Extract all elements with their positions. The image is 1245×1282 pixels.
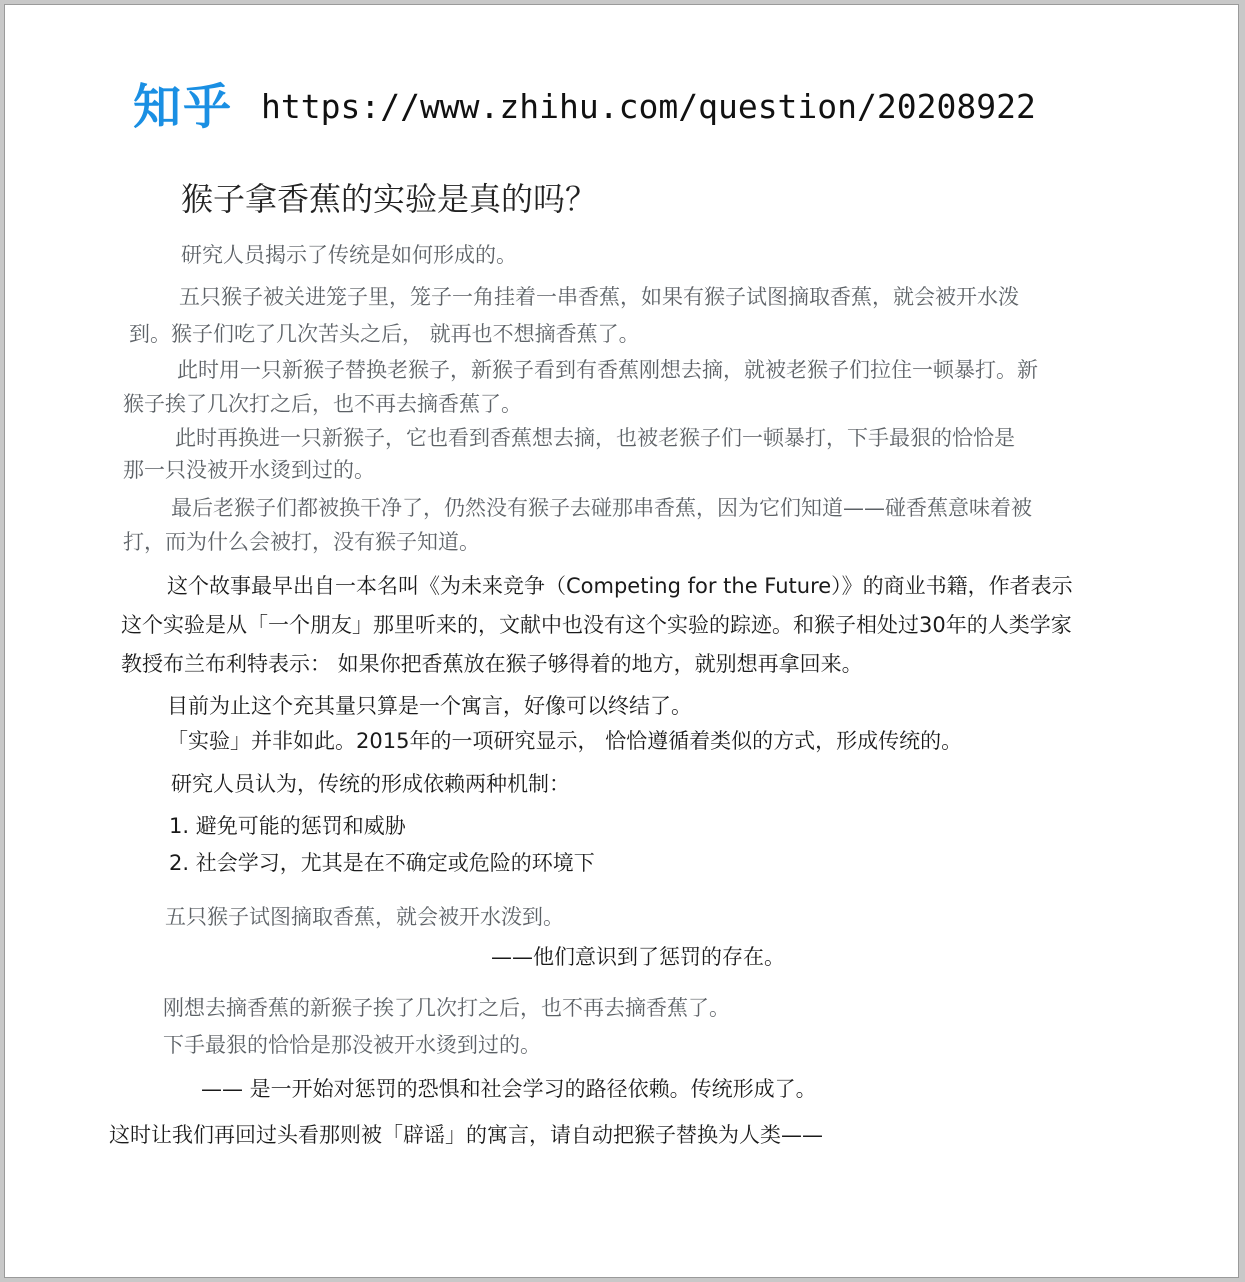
list-item: 2. 社会学习，尤其是在不确定或危险的环境下 bbox=[169, 851, 595, 875]
quote-line: 猴子挨了几次打之后，也不再去摘香蕉了。 bbox=[123, 392, 522, 416]
quote-line: 那一只没被开水烫到过的。 bbox=[123, 458, 375, 482]
body-line: 「实验」并非如此。2015年的一项研究显示， 恰恰遵循着类似的方式，形成传统的。 bbox=[167, 729, 963, 753]
body-line: —— 是一开始对惩罚的恐惧和社会学习的路径依赖。传统形成了。 bbox=[201, 1077, 817, 1101]
zhihu-logo: 知乎 bbox=[133, 79, 234, 135]
body-line: 研究人员认为，传统的形成依赖两种机制： bbox=[171, 772, 570, 796]
question-title: 猴子拿香蕉的实验是真的吗？ bbox=[181, 180, 598, 218]
document-page bbox=[4, 4, 1239, 1278]
quote-line: 最后老猴子们都被换干净了，仍然没有猴子去碰那串香蕉，因为它们知道——碰香蕉意味着被 bbox=[171, 496, 1032, 520]
body-line: 这时让我们再回过头看那则被「辟谣」的寓言，请自动把猴子替换为人类—— bbox=[109, 1123, 823, 1147]
quote-line: 到。猴子们吃了几次苦头之后， 就再也不想摘香蕉了。 bbox=[129, 322, 640, 346]
body-line: 教授布兰布利特表示： 如果你把香蕉放在猴子够得着的地方，就别想再拿回来。 bbox=[121, 652, 863, 676]
body-line: 这个故事最早出自一本名叫《为未来竞争（Competing for the Future）》的商业书籍，作者表示 bbox=[167, 574, 1073, 598]
body-line: ——他们意识到了惩罚的存在。 bbox=[491, 945, 785, 969]
source-url: https://www.zhihu.com/question/20208922 bbox=[261, 87, 1036, 126]
quote-line: 刚想去摘香蕉的新猴子挨了几次打之后，也不再去摘香蕉了。 bbox=[163, 996, 730, 1020]
body-line: 目前为止这个充其量只算是一个寓言，好像可以终结了。 bbox=[167, 694, 692, 718]
quote-line: 打，而为什么会被打，没有猴子知道。 bbox=[123, 530, 480, 554]
quote-line: 五只猴子被关进笼子里，笼子一角挂着一串香蕉，如果有猴子试图摘取香蕉，就会被开水泼 bbox=[179, 285, 1019, 309]
list-item: 1. 避免可能的惩罚和威胁 bbox=[169, 814, 406, 838]
quote-line: 此时用一只新猴子替换老猴子，新猴子看到有香蕉刚想去摘，就被老猴子们拉住一顿暴打。新 bbox=[177, 358, 1038, 382]
quote-line: 研究人员揭示了传统是如何形成的。 bbox=[181, 243, 517, 267]
quote-line: 五只猴子试图摘取香蕉，就会被开水泼到。 bbox=[165, 905, 564, 929]
body-line: 这个实验是从「一个朋友」那里听来的，文献中也没有这个实验的踪迹。和猴子相处过30年的人类学家 bbox=[121, 613, 1072, 637]
quote-line: 下手最狠的恰恰是那没被开水烫到过的。 bbox=[163, 1033, 541, 1057]
quote-line: 此时再换进一只新猴子，它也看到香蕉想去摘，也被老猴子们一顿暴打，下手最狠的恰恰是 bbox=[175, 426, 1015, 450]
